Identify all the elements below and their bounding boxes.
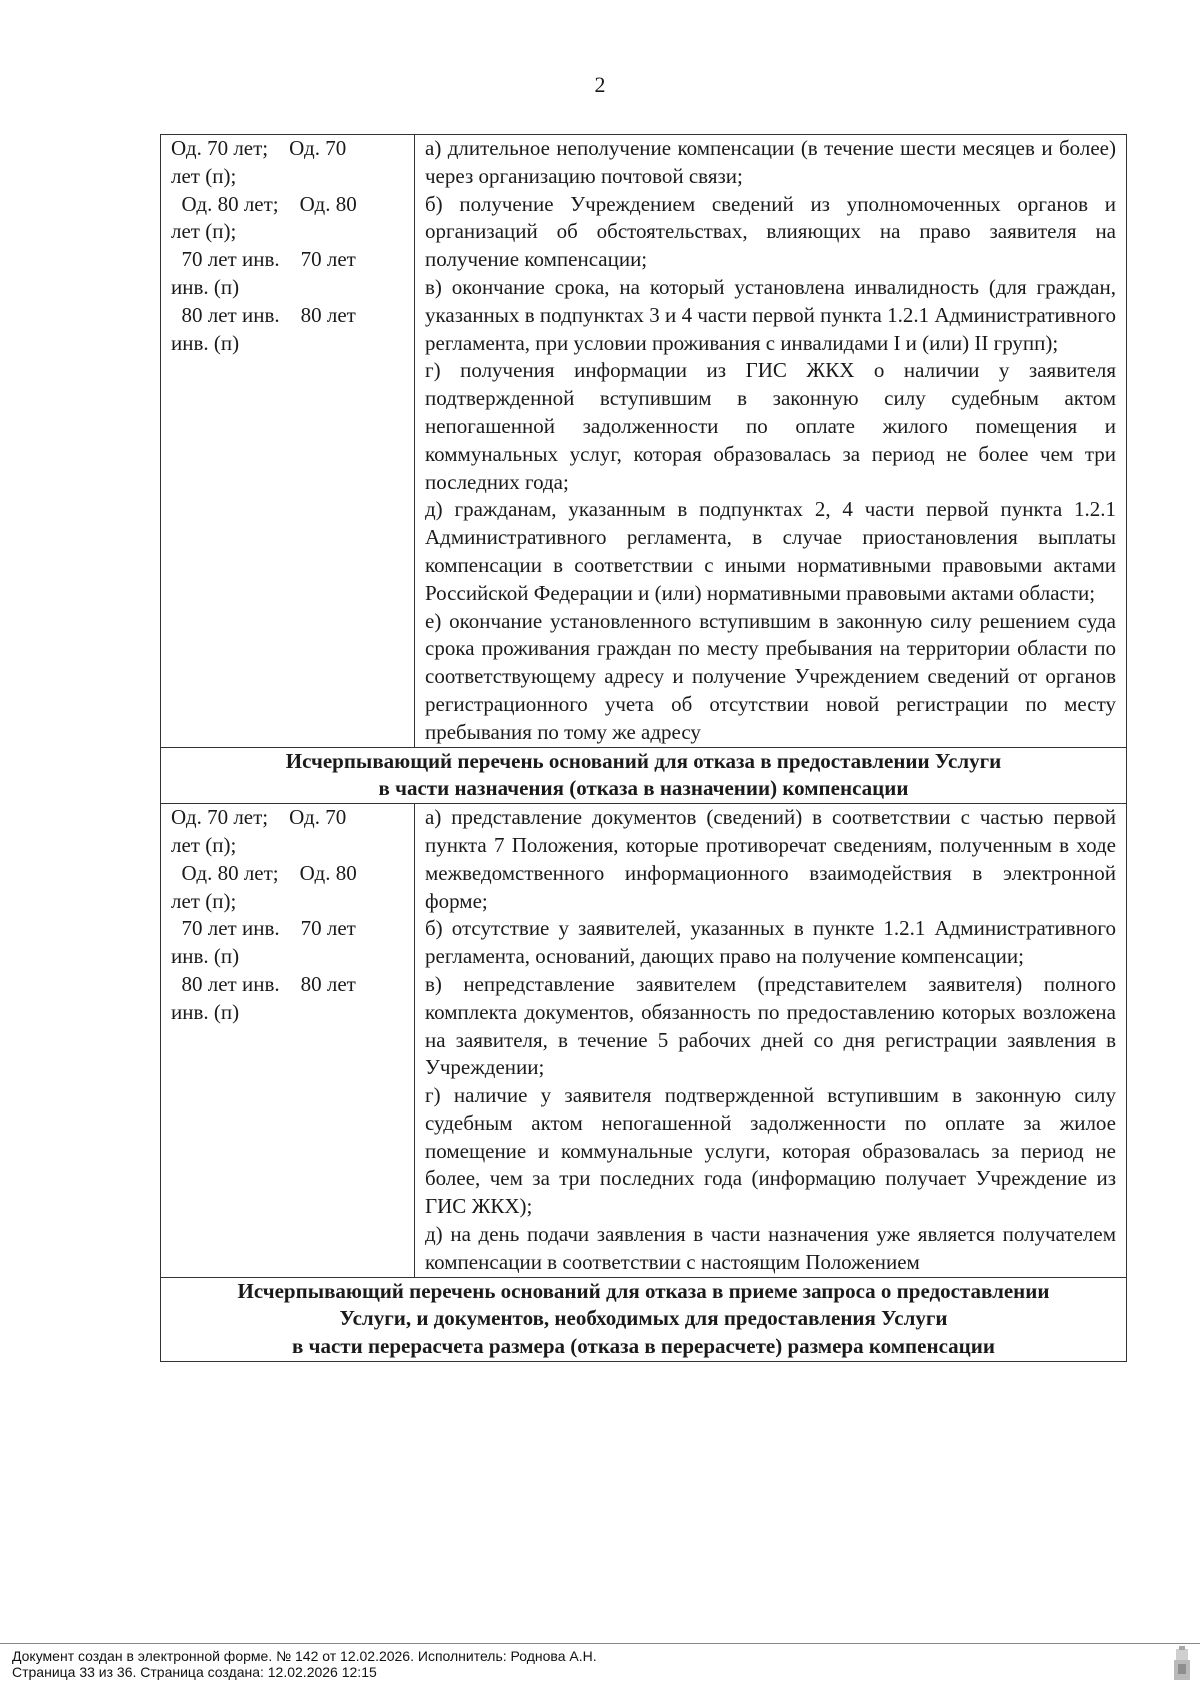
category-code-line: инв. (п) [171,274,240,299]
heading-line: Исчерпывающий перечень оснований для отказа в приеме запроса о предоставлении [237,1278,1050,1303]
table-row [161,804,1127,1278]
reason-item: д) на день подачи заявления в части назначения уже является получателем компенсации в соответствии с настоящим Положением [425,1222,1116,1274]
category-code-line: инв. (п) [171,944,240,969]
footer-divider [0,1643,1200,1644]
reasons-cell [415,804,1127,1278]
category-code-line: инв. (п) [171,330,240,355]
footer-line: Страница 33 из 36. Страница создана: 12.02.2026 12:15 [12,1664,377,1680]
heading-line: Услуги, и документов, необходимых для предоставления Услуги [339,1306,948,1331]
grounds-table [160,134,1127,1362]
section-heading-row [161,747,1127,804]
reason-item: а) представление документов (сведений) в соответствии с частью первой пункта 7 Положения, которые противоречат сведениям, полученным в ходе межведомственного информационного взаимодействия в электронной форме; [425,805,1116,913]
category-code-line: лет (п); [171,832,237,857]
category-code-line: 80 лет инв. 80 лет [171,302,356,327]
category-code-line: лет (п); [171,888,237,913]
category-code-line: Од. 70 лет; Од. 70 [171,805,347,830]
category-code-line: 70 лет инв. 70 лет [171,247,356,272]
reasons-cell [415,135,1127,748]
section-heading-row [161,1277,1127,1361]
heading-line: Исчерпывающий перечень оснований для отказа в предоставлении Услуги [285,748,1002,773]
category-code-line: Од. 70 лет; Од. 70 [171,136,347,160]
reason-item: б) отсутствие у заявителей, указанных в пункте 1.2.1 Административного регламента, оснований, дающих право на получение компенсации; [425,916,1116,969]
section-heading [161,747,1127,804]
reason-item: г) наличие у заявителя подтвержденной вступившим в законную силу судебным актом непогашенной задолженности по оплате за жилое помещение и коммунальные услуги, которая образовалась за период не более, чем за три последних года (информацию получает Учреждение из ГИС ЖКХ); [425,1083,1116,1219]
category-code-line: 80 лет инв. 80 лет [171,971,356,996]
footer-line: Документ создан в электронной форме. № 142 от 12.02.2026. Исполнитель: Роднова А.Н. [12,1648,597,1664]
section-heading [161,1277,1127,1361]
reason-item: в) непредставление заявителем (представителем заявителя) полного комплекта документов, обязанность по предоставлению которых возложена на заявителя, в течение 5 рабочих дней со дня регистрации заявления в Учреждении; [425,971,1116,1080]
reason-item: е) окончание установленного вступившим в законную силу решением суда срока проживания граждан по месту пребывания на территории области по соответствующему адресу и получение Учреждением сведений от органов регистрационного учета об отсутствии новой регистрации по месту пребывания по тому же адресу [425,608,1116,744]
heading-line: в части назначения (отказа в назначении) компенсации [378,776,909,801]
category-code-line: Од. 80 лет; Од. 80 [171,860,357,885]
table-row [161,135,1127,748]
coat-of-arms-icon [1172,1646,1192,1682]
reason-item: а) длительное неполучение компенсации (в течение шести месяцев и более) через организацию почтовой связи; [425,136,1116,188]
category-code-line: лет (п); [171,219,237,244]
heading-line: в части перерасчета размера (отказа в перерасчете) размера компенсации [292,1334,995,1359]
category-code-line: инв. (п) [171,999,240,1024]
category-codes-cell [161,804,415,1278]
category-codes-cell [161,135,415,748]
category-code-line: лет (п); [171,163,237,188]
page-number: 2 [594,72,606,97]
document-footer [12,1648,597,1680]
reason-item: г) получения информации из ГИС ЖКХ о наличии у заявителя подтвержденной вступившим в законную силу судебным актом непогашенной задолженности по оплате жилого помещения и коммунальных услуг, которая образовалась за период не более чем три последних года; [425,358,1116,494]
category-code-line: Од. 80 лет; Од. 80 [171,191,357,216]
reason-item: в) окончание срока, на который установлена инвалидность (для граждан, указанных в подпунктах 3 и 4 части первой пункта 1.2.1 Административного регламента, при условии проживания с инвалидами I и (или) II групп); [425,274,1116,355]
reason-item: б) получение Учреждением сведений из уполномоченных органов и организаций об обстоятельствах, влияющих на право заявителя на получение компенсации; [425,191,1116,272]
reason-item: д) гражданам, указанным в подпунктах 2, 4 части первой пункта 1.2.1 Административного регламента, в случае приостановления выплаты компенсации в соответствии с иными нормативными правовыми актами Российской Федерации и (или) нормативными правовыми актами области; [425,497,1116,605]
category-code-line: 70 лет инв. 70 лет [171,916,356,941]
